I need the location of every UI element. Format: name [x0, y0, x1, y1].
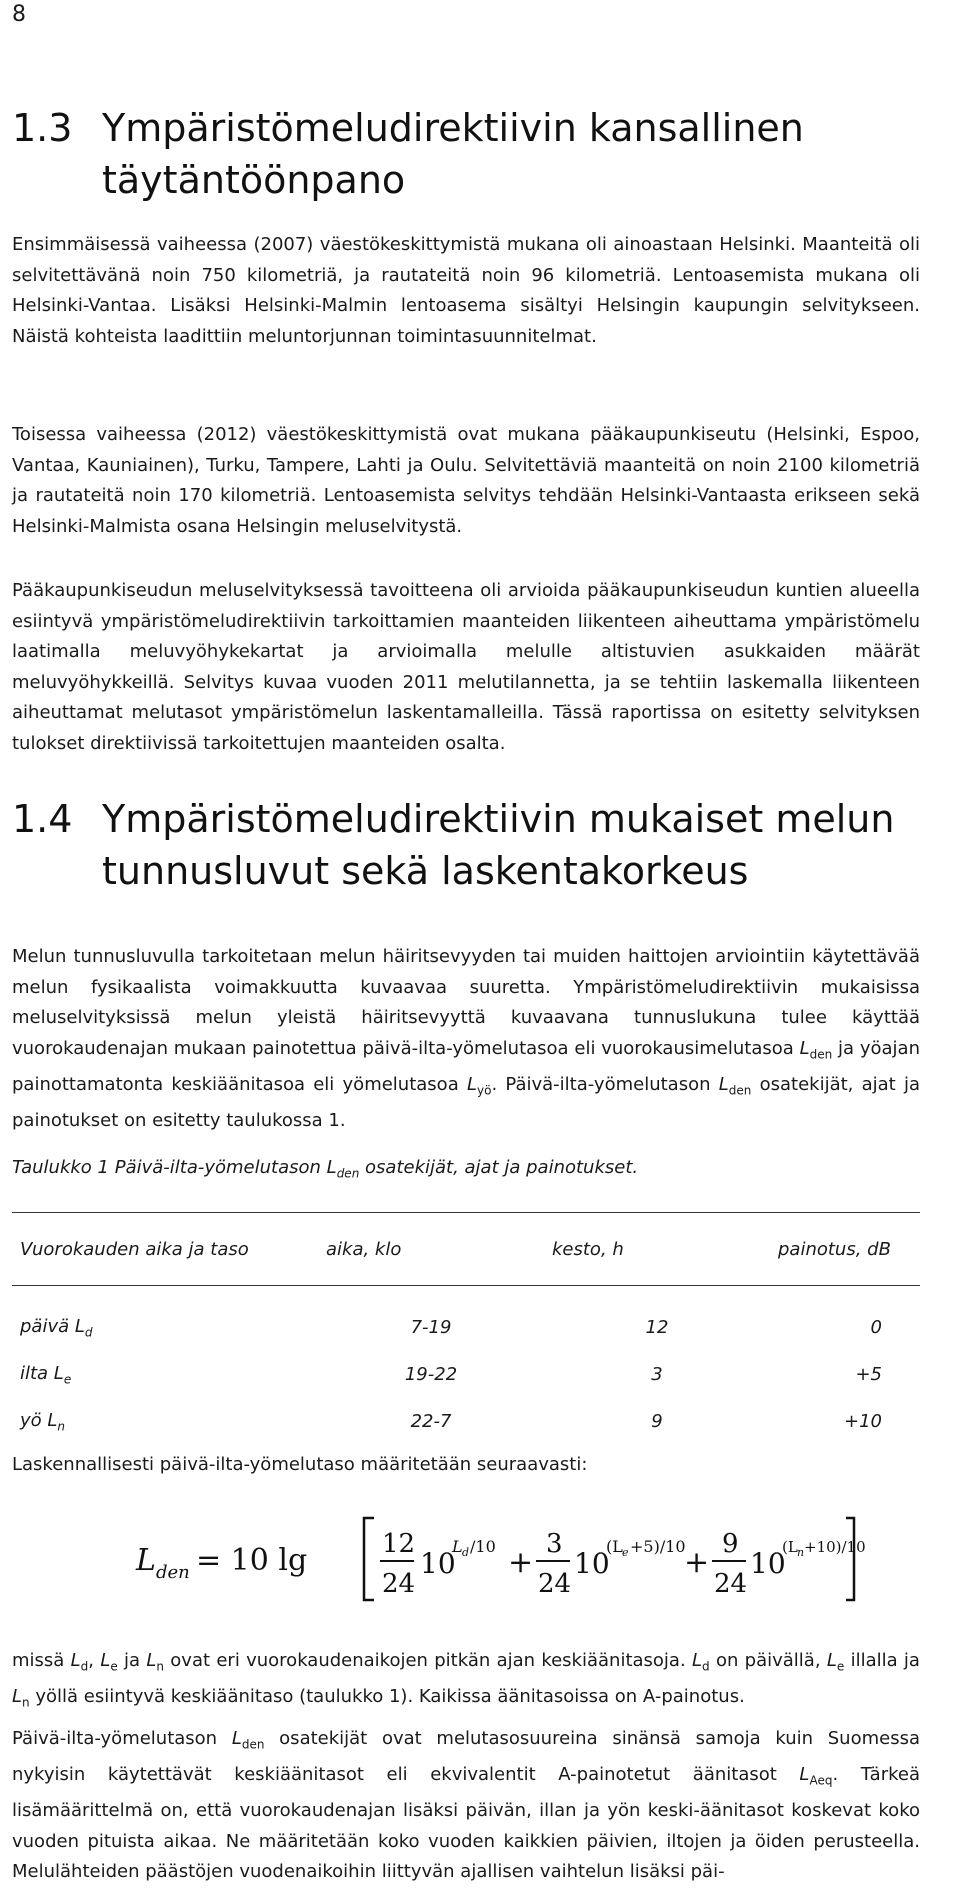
table-row [12, 1351, 920, 1398]
paragraph-components: Päivä-ilta-yömelutason $L_{den}$ osatekijät ovat melutasosuureina sinänsä samoja kuin Suomessa nykyisin käytettävät keskiäänitasot eli ekvivalentit A-painotetut äänitasot $L_{Aeq}$. Tärkeä lisämäärittelmä on, että vuorokaudenajan lisäksi päivän, illan ja yön keski-äänitasot koskevat koko vuoden pituista aikaa. Ne määritetään koko vuoden kaikkien päivien, iltojen ja öiden perusteella. Melulähteiden päästöjen vuodenaikoihin liittyvän ajallisen vaihtelun lisäksi päi- [12, 1728, 920, 1883]
svg-text:+10)/10: +10)/10 [804, 1538, 866, 1556]
section-heading-1-3 [12, 102, 804, 206]
svg-text:+: + [508, 1545, 534, 1580]
section-number: 1.4 [12, 797, 73, 841]
section-title-line2: täytäntöönpano [102, 158, 406, 202]
cell-time: 22-7 [410, 1411, 452, 1432]
section-title-line1: Ympäristömeludirektiivin kansallinen [102, 106, 804, 150]
svg-text:n: n [797, 1546, 805, 1559]
svg-text:+: + [684, 1545, 710, 1580]
svg-text:d: d [462, 1546, 470, 1559]
cell-duration: 12 [645, 1317, 669, 1338]
cell-time: 7-19 [410, 1317, 452, 1338]
section-title-line1: Ympäristömeludirektiivin mukaiset melun [102, 797, 895, 841]
svg-text:10: 10 [574, 1547, 610, 1580]
table-caption: Taulukko 1 Päivä-ilta-yömelutason $L_{den}$ osatekijät, ajat ja painotukset. [12, 1157, 639, 1181]
cell-time: 19-22 [404, 1364, 458, 1385]
cell-period: ilta $L_e$ [20, 1362, 72, 1387]
lden-formula [136, 1508, 866, 1608]
svg-text:9: 9 [722, 1529, 739, 1559]
table-header-row [12, 1213, 920, 1286]
cell-duration: 3 [651, 1364, 663, 1385]
svg-text:e: e [622, 1546, 629, 1559]
paragraph-formula-intro: Laskennallisesti päivä-ilta-yömelutaso määritetään seuraavasti: [12, 1454, 588, 1475]
page-number: 8 [12, 2, 26, 27]
paragraph-phase-two: Toisessa vaiheessa (2012) väestökeskittymistä ovat mukana pääkaupunkiseutu (Helsinki, Espoo, Vantaa, Kauniainen), Turku, Tampere, Lahti ja Oulu. Selvitettäviä maanteitä on noin 2100 kilometriä ja rautateitä noin 170 kilometriä. Lentoasemista selvitys tehdään Helsinki-Vantaasta erikseen sekä Helsinki-Malmista osana Helsingin meluselvitystä. [12, 424, 920, 537]
svg-text:+5)/10: +5)/10 [630, 1537, 686, 1556]
svg-text:24: 24 [714, 1569, 748, 1599]
header-weight: painotus, dB [770, 1213, 920, 1286]
svg-text:24: 24 [538, 1569, 572, 1599]
svg-text:den: den [156, 1562, 190, 1583]
svg-text:(L: (L [606, 1537, 623, 1556]
cell-period: päivä $L_d$ [20, 1315, 93, 1340]
cell-duration: 9 [651, 1411, 663, 1432]
section-heading-1-4 [12, 793, 894, 897]
paragraph-noise-indicators: Melun tunnusluvulla tarkoitetaan melun häiritsevyyden tai muiden haittojen arviointiin käytettävää melun fysikaalista voimakkuutta kuvaavaa suuretta. Ympäristömeludirektiivin mukaisissa meluselvityksissä melun yleistä häiritsevyyttä kuvaavana tunnuslukuna tulee käyttää vuorokaudenajan mukaan painotettua päivä-ilta-yömelutasoa eli vuorokausimelutasoa $L_{den}$ ja yöajan painottamatonta keskiäänitasoa eli yömelutasoa $L_{yö}$. Päivä-ilta-yömelutason $L_{den}$ osatekijät, ajat ja painotukset on esitetty taulukossa 1. [12, 946, 920, 1131]
svg-text:24: 24 [382, 1569, 416, 1599]
svg-text:3: 3 [546, 1529, 563, 1559]
paragraph-where: missä $L_d$, $L_e$ ja $L_n$ ovat eri vuorokaudenaikojen pitkän ajan keskiäänitasoja. $L_d$ on päivällä, $L_e$ illalla ja $L_n$ yöllä esiintyvä keskiäänitaso (taulukko 1). Kaikissa äänitasoissa on A-painotus. [12, 1650, 920, 1710]
svg-text:= 10 lg: = 10 lg [196, 1543, 308, 1578]
cell-period: yö $L_n$ [20, 1409, 66, 1434]
cell-weight: +5 [855, 1364, 882, 1385]
svg-text:12: 12 [382, 1529, 416, 1559]
svg-text:(L: (L [782, 1538, 798, 1556]
noise-weighting-table [12, 1212, 920, 1445]
svg-text:/10: /10 [470, 1537, 496, 1556]
section-number: 1.3 [12, 106, 73, 150]
svg-text:10: 10 [750, 1547, 786, 1580]
paragraph-capital-region: Pääkaupunkiseudun meluselvityksessä tavoitteena oli arvioida pääkaupunkiseudun kuntien alueella esiintyvä ympäristömeludirektiivin tarkoittamien maanteiden liikenteen aiheuttama ympäristömelu laatimalla meluvyöhykekartat ja arvioimalla melulle altistuvien asukkaiden määrät meluvyöhykkeillä. Selvitys kuvaa vuoden 2011 melutilannetta, ja se tehtiin laskemalla liikenteen aiheuttamat melutasot ympäristömelun laskentamalleilla. Tässä raportissa on esitetty selvityksen tulokset direktiivissä tarkoitettujen maanteiden osalta. [12, 580, 920, 754]
header-period: Vuorokauden aika ja taso [12, 1213, 318, 1286]
svg-text:10: 10 [420, 1547, 456, 1580]
svg-text:L: L [452, 1537, 463, 1556]
section-title-line2: tunnusluvut sekä laskentakorkeus [102, 849, 749, 893]
cell-weight: 0 [870, 1317, 882, 1338]
table-row [12, 1398, 920, 1445]
header-time: aika, klo [318, 1213, 544, 1286]
table-row [12, 1286, 920, 1352]
svg-text:L: L [136, 1543, 156, 1578]
cell-weight: +10 [844, 1411, 882, 1432]
paragraph-phase-one: Ensimmäisessä vaiheessa (2007) väestökeskittymistä mukana oli ainoastaan Helsinki. Maanteitä oli selvitettävänä noin 750 kilometriä, ja rautateitä noin 96 kilometriä. Lentoasemista mukana oli Helsinki-Vantaa. Lisäksi Helsinki-Malmin lentoasema sisältyi Helsingin kaupungin selvitykseen. Näistä kohteista laadittiin meluntorjunnan toimintasuunnitelmat. [12, 234, 920, 347]
header-duration: kesto, h [544, 1213, 770, 1286]
